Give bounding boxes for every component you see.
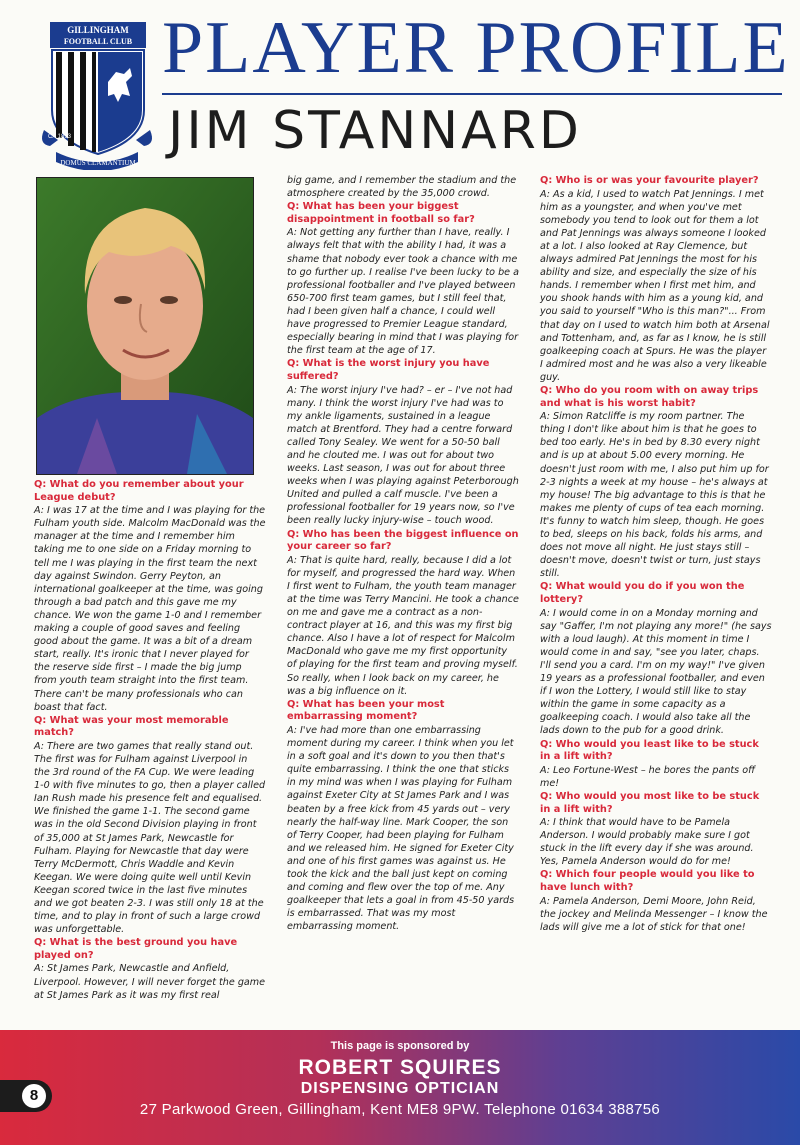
question: Q: What has been your most embarrassing moment? xyxy=(287,698,445,723)
answer: A: There are two games that really stand out. The first was for Fulham against Liverpool in the 3rd round of the FA Cup. We were leading 1-0 with five minutes to go, then a player called Ian Rush made his presence felt and equalised. We finished the game 1-1. The second game was in the old Second Division playing in front of 35,000 at St James Park, Newcastle for Fulham. Playing for Newcastle that day were Terry McDermott, Chris Waddle and Kevin Keegan. We were doing quite well until Kevin Keegan scored twice in the last five minutes and we got beaten 2-3. I was still only 18 at the time, and to play in front of such a large crowd was unforgettable. xyxy=(34,740,266,936)
qa-item xyxy=(540,385,772,580)
sponsor-name: ROBERT SQUIRES xyxy=(298,1056,502,1079)
page-number: 8 xyxy=(22,1084,46,1108)
answer: A: The worst injury I've had? – er – I've not had many. I think the worst injury I've had was to my ankle ligaments, sustained in a league match at Brentford. They had a centre forward called Tony Sealey. We went for a 50-50 ball and he clouted me. I was out for about two weeks. Last season, I was out for about three weeks when I was playing against Peterborough United and pulled a calf muscle. I've been a professional footballer for 19 years now, so I've been really lucky injury-wise – touch wood. xyxy=(287,384,519,527)
answer: A: Pamela Anderson, Demi Moore, John Reid, the jockey and Melinda Messenger – I know the lads will give me a lot of stick for that one! xyxy=(540,895,768,933)
answer: big game, and I remember the stadium and the atmosphere created by the 35,000 crowd. xyxy=(287,175,517,200)
sponsor-banner xyxy=(0,1030,800,1145)
qa-item xyxy=(287,174,519,200)
qa-item xyxy=(540,739,772,790)
answer: A: St James Park, Newcastle and Anfield, Liverpool. However, I will never forget the game at St James Park as it was my first real xyxy=(34,963,266,1001)
qa-item xyxy=(34,937,266,1001)
answer: A: I would come in on a Monday morning and say "Gaffer, I'm not playing any more!" (he says with a loud laugh). At this moment in time I would come in and say, "see you later, chaps. I'll send you a card. I'm on my way!" I've given 19 years as a professional footballer, and even if I won the Lottery, I would still like to stay within the game in some capacity as a goalkeeping coach. I would also take all the lads down to the pub for a good drink. xyxy=(540,607,772,737)
qa-item xyxy=(34,715,266,937)
qa-item xyxy=(287,529,519,698)
question: Q: Who do you room with on away trips and what is his worst habit? xyxy=(540,385,759,409)
qa-item xyxy=(287,358,519,527)
question: Q: What is the best ground you have played on? xyxy=(34,937,238,961)
question: Q: What has been your biggest disappointment in football so far? xyxy=(287,201,475,225)
question: Q: Who would you least like to be stuck in a lift with? xyxy=(540,738,759,763)
answer: A: I've had more than one embarrassing moment during my career. I think when you let in a soft goal and it's down to you then that's quite embarrassing. I think the one that sticks in my mind was when I was playing for Fulham against Exeter City at St James Park and I was beaten by a free kick from 45 yards out – very nearly the half-way line. Mark Cooper, the son of Terry Cooper, had been playing for Fulham and we released him. He signed for Exeter City and one of his first games was against us. He took the kick and the ball just kept on coming and coming and flew over the top of me. Any goalkeeper that lets a goal in from 45-50 yards is embarrassed. That was my most embarrassing moment. xyxy=(287,724,515,933)
player-photo xyxy=(36,177,254,475)
club-crest xyxy=(38,22,156,170)
column-3 xyxy=(540,174,772,935)
answer: A: That is quite hard, really, because I did a lot for myself, and progressed the hard way. When I first went to Fulham, the youth team manager at the time was Terry Mancini. He took a chance on me and gave me a contract as a non-contract player at 16, and this was my first big chance. Also I have a lot of respect for Malcolm MacDonald who gave me my first opportunity of playing for the first team and proving myself. So really, when I look back on my career, he was a big influence on it. xyxy=(287,554,519,697)
question: Q: Who would you most like to be stuck in a lift with? xyxy=(540,790,760,815)
question: Q: What was your most memorable match? xyxy=(34,714,229,739)
crest-mid-text: FOOTBALL CLUB xyxy=(63,37,133,46)
answer: A: As a kid, I used to watch Pat Jennings. I met him as a youngster, and when you've met somebody you tend to look out for them a lot and Pat Jennings was always someone I looked at a lot. I also looked at Ray Clemence, but always admired Pat Jennings the most for his ability and size, and especially the size of his hands. I remember when I first met him, and you shook hands with him as a young kid, and you said to yourself "Who is this man?"... From that day on I used to watch him both at Arsenal and Tottenham, and, as far as I know, he is still goalkeeping coach at Spurs. He was the player I admired most and he was also a very likeable guy. xyxy=(540,188,770,383)
question: Q: What would you do if you won the lottery? xyxy=(540,581,745,605)
qa-item xyxy=(287,699,519,934)
sponsor-profession: DISPENSING OPTICIAN xyxy=(300,1080,500,1097)
qa-item xyxy=(540,175,772,384)
page-title: PLAYER PROFILE xyxy=(162,7,790,89)
sponsor-address: 27 Parkwood Green, Gillingham, Kent ME8 9PW. Telephone 01634 388756 xyxy=(139,1101,661,1118)
qa-item xyxy=(34,479,266,714)
qa-item xyxy=(540,869,772,933)
crest-top-text: GILLINGHAM xyxy=(67,25,129,35)
player-name: JIM STANNARD xyxy=(168,101,582,161)
answer: A: Leo Fortune-West – he bores the pants off me! xyxy=(540,764,756,789)
crest-shield-icon xyxy=(38,22,156,170)
question: Q: What is the worst injury you have suffered? xyxy=(287,358,490,382)
qa-item xyxy=(287,201,519,357)
column-1 xyxy=(34,478,266,1003)
question: Q: What do you remember about your League debut? xyxy=(34,479,244,503)
sponsor-intro: This page is sponsored by xyxy=(330,1040,470,1052)
answer: A: Not getting any further than I have, really. I always felt that with the ability I had, it was a shame that nobody ever took a chance with me to go further up. I realise I've been lucky to be a professional footballer and I've played between 650-700 first team games, but I still feel that, had I been given half a chance, I could well have progressed to Premier League standard, especially bearing in mind that I was playing for the first team at the age of 17. xyxy=(287,227,520,357)
question: Q: Which four people would you like to have lunch with? xyxy=(540,869,755,894)
answer: A: I think that would have to be Pamela Anderson. I would probably make sure I got stuck in the lift every day if she was around. Yes, Pamela Anderson would do for me! xyxy=(540,817,754,868)
qa-item xyxy=(540,791,772,869)
qa-item xyxy=(540,581,772,737)
question: Q: Who is or was your favourite player? xyxy=(540,175,759,186)
column-2 xyxy=(287,174,519,934)
answer: A: Simon Ratcliffe is my room partner. The thing I don't like about him is that he goes to bed too early. He's in bed by 8.30 every night and is up at about 5.00 every morning. He doesn't just room with me, I also put him up for 2-3 nights a week at my house – he's always at my house! The big advantage to this is that he makes me plenty of cups of tea each morning. It's funny to watch him sleep, though. He goes to bed, sleeps on his back, folds his arms, and does not move all night. He just stays still – doesn't move, doesn't twist or turn, just stays still. xyxy=(540,411,769,580)
question: Q: Who has been the biggest influence on your career so far? xyxy=(287,528,519,553)
page-number-tab xyxy=(0,1080,52,1112)
answer: A: I was 17 at the time and I was playing for the Fulham youth side. Malcolm MacDonald was the manager at the time and I remember him taking me to one side on a Friday morning to tell me I was playing in the first team the next day against Swindon. Gerry Peyton, an international goalkeeper at the time, was going through a bad patch and this gave me my chance. We won the game 1-0 and I remember making a couple of good saves and feeling good about the game. It was a bit of a dream start, really. It's ironic that I never played for the reserve side first – I made the big jump from youth team straight into the first team. There can't be many professionals who can boast that fact. xyxy=(34,505,266,713)
title-divider xyxy=(162,93,782,95)
crest-motto: DOMUS CLAMANTIUM xyxy=(60,159,136,167)
crest-year: CA 1893 xyxy=(48,134,72,140)
